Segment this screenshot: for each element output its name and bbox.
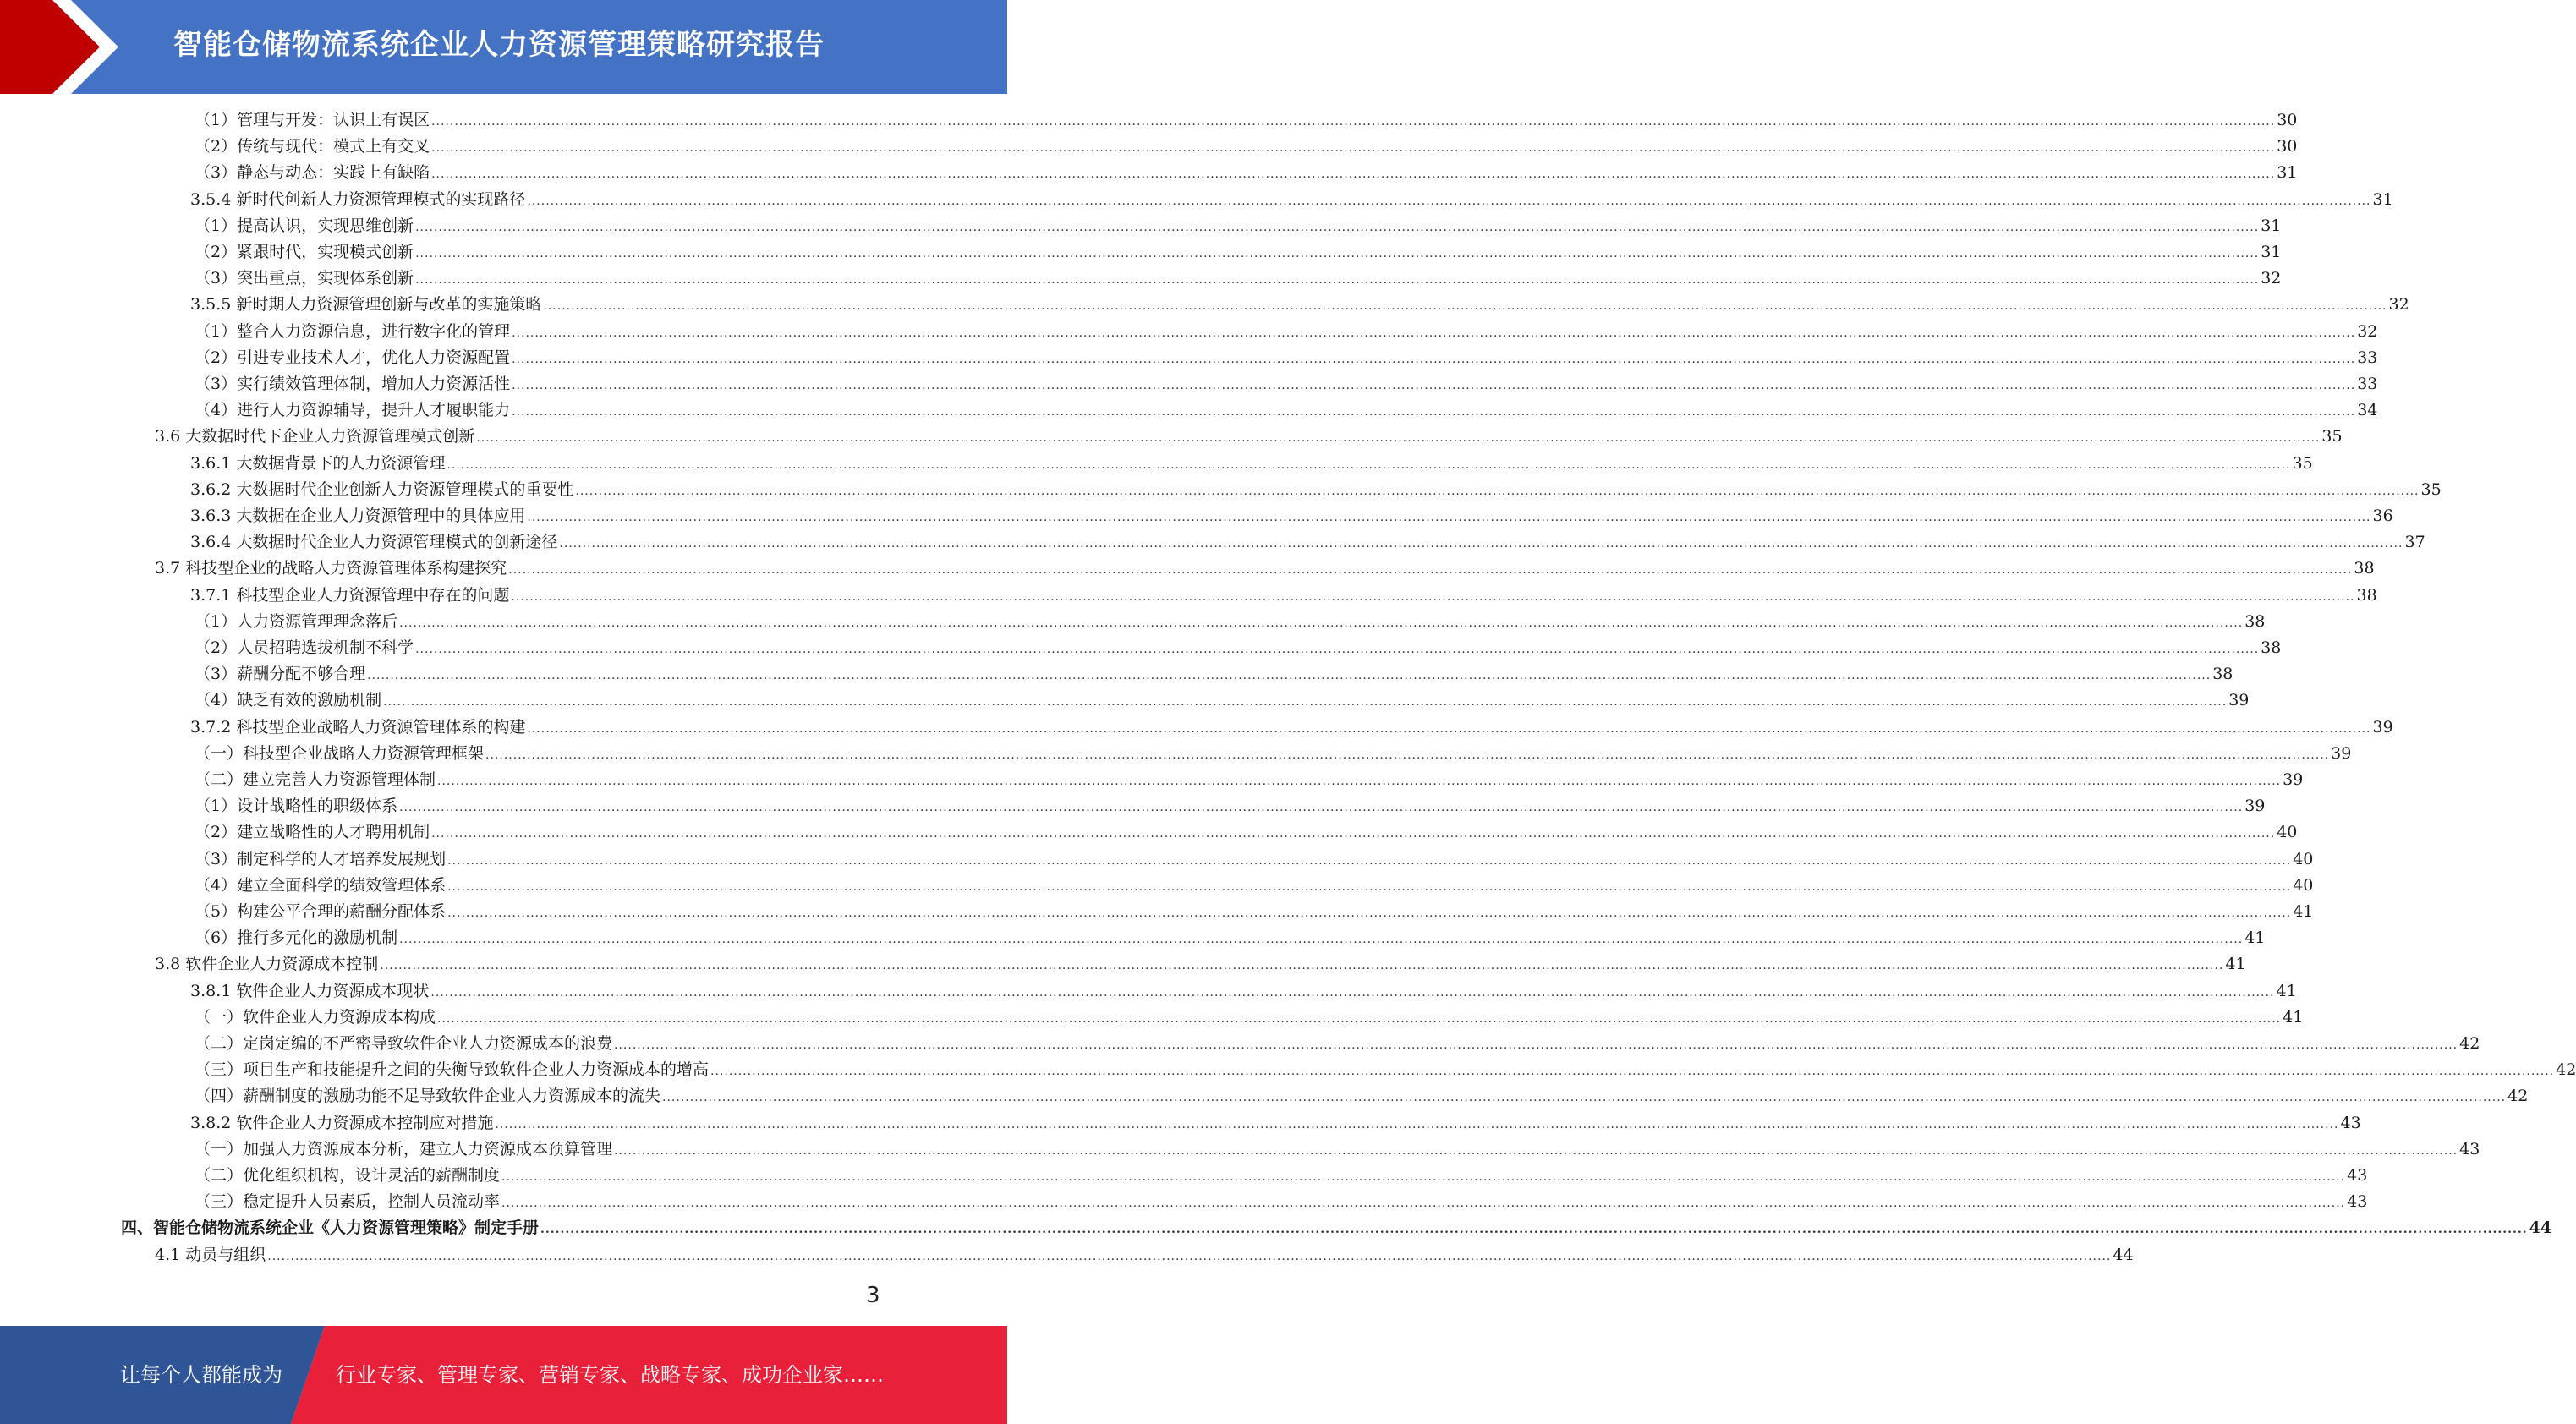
- toc-entry[interactable]: [195, 926, 2266, 950]
- toc-entry[interactable]: [190, 504, 2393, 528]
- toc-leader-dots: ................................................................................................................................................................................................................................................................................................................................................................................................................: [512, 352, 2356, 366]
- toc-entry-number: 3.6.4: [190, 533, 237, 552]
- toc-entry[interactable]: [195, 161, 2298, 184]
- toc-entry-page: 33: [2357, 348, 2378, 367]
- toc-entry-number: （4）: [195, 875, 238, 895]
- toc-entry[interactable]: [155, 1243, 2134, 1267]
- toc-entry-number: （2）: [195, 638, 238, 657]
- toc-entry-page: 42: [2507, 1087, 2529, 1106]
- toc-entry-title: 项目生产和技能提升之间的失衡导致软件企业人力资源成本的增高: [243, 1060, 710, 1080]
- toc-entry[interactable]: [195, 874, 2314, 897]
- toc-entry[interactable]: [195, 266, 2282, 290]
- toc-entry-page: 32: [2357, 321, 2378, 341]
- toc-entry-page: 35: [2420, 479, 2442, 499]
- toc-leader-dots: ................................................................................................................................................................................................................................................................................................................................................................................................................: [447, 853, 2292, 868]
- toc-entry-number: 3.8: [155, 955, 186, 974]
- toc-entry-page: 32: [2388, 295, 2409, 315]
- toc-entry-page: 38: [2261, 638, 2282, 657]
- toc-entry-title: 人员招聘选拔机制不科学: [237, 638, 414, 657]
- toc-entry[interactable]: [195, 662, 2233, 686]
- toc-entry-number: （3）: [195, 665, 238, 684]
- toc-entry[interactable]: [195, 1084, 2529, 1108]
- toc-entry-title: 科技型企业的战略人力资源管理体系构建探究: [185, 559, 507, 578]
- toc-leader-dots: ................................................................................................................................................................................................................................................................................................................................................................................................................: [431, 827, 2276, 841]
- toc-entry-title: 制定科学的人才培养发展规划: [237, 849, 447, 868]
- toc-entry-number: 3.6.2: [190, 479, 237, 499]
- toc-entry[interactable]: [195, 794, 2266, 818]
- toc-leader-dots: ................................................................................................................................................................................................................................................................................................................................................................................................................: [485, 748, 2330, 762]
- toc-leader-dots: ................................................................................................................................................................................................................................................................................................................................................................................................................: [447, 879, 2292, 894]
- toc-entry-title: 软件企业人力资源成本控制: [185, 955, 379, 974]
- toc-entry-title: 实行绩效管理体制，增加人力资源活性: [237, 375, 511, 393]
- toc-entry-page: 34: [2357, 401, 2378, 420]
- page-number: 3: [866, 1283, 880, 1308]
- toc-leader-dots: ................................................................................................................................................................................................................................................................................................................................................................................................................: [527, 511, 2371, 524]
- toc-entry-page: 41: [2293, 902, 2314, 921]
- toc-entry-page: 40: [2277, 823, 2298, 842]
- toc-leader-dots: ................................................................................................................................................................................................................................................................................................................................................................................................................: [527, 194, 2371, 208]
- document-title: 智能仓储物流系统企业人力资源管理策略研究报告: [173, 28, 825, 62]
- footer-slogan-left: 让每个人都能成为: [120, 1363, 282, 1387]
- toc-entry-page: 38: [2354, 559, 2375, 578]
- toc-entry-title: 新时代创新人力资源管理模式的实现路径: [236, 189, 526, 209]
- toc-entry[interactable]: [195, 1137, 2480, 1161]
- toc-leader-dots: ................................................................................................................................................................................................................................................................................................................................................................................................................: [527, 721, 2371, 736]
- toc-entry-title: 科技型企业战略人力资源管理框架: [243, 743, 485, 763]
- toc-entry-page: 41: [2283, 1007, 2304, 1027]
- toc-entry-title: 科技型企业战略人力资源管理体系的构建: [236, 717, 526, 737]
- toc-leader-dots: ................................................................................................................................................................................................................................................................................................................................................................................................................: [431, 167, 2276, 182]
- toc-entry-number: 3.6: [155, 427, 186, 446]
- toc-entry[interactable]: [195, 240, 2282, 264]
- toc-entry[interactable]: [195, 847, 2314, 871]
- toc-entry-page: 44: [2113, 1245, 2134, 1264]
- toc-entry-page: 39: [2331, 743, 2352, 763]
- toc-entry[interactable]: [195, 688, 2250, 712]
- toc-entry-page: 41: [2244, 928, 2266, 948]
- toc-leader-dots: ................................................................................................................................................................................................................................................................................................................................................................................................................: [662, 1091, 2507, 1105]
- toc-entry-page: 39: [2372, 717, 2393, 737]
- toc-entry-page: 38: [2212, 665, 2233, 684]
- toc-entry-number: （4）: [195, 401, 238, 420]
- toc-entry-title: 提高认识，实现思维创新: [237, 216, 414, 235]
- toc-leader-dots: ................................................................................................................................................................................................................................................................................................................................................................................................................: [430, 985, 2275, 1000]
- toc-leader-dots: ................................................................................................................................................................................................................................................................................................................................................................................................................: [267, 1249, 2112, 1263]
- toc-entry-number: 3.8.2: [190, 1113, 237, 1132]
- toc-leader-dots: ................................................................................................................................................................................................................................................................................................................................................................................................................: [501, 1197, 2346, 1211]
- toc-entry-title: 建立战略性的人才聘用机制: [237, 823, 430, 842]
- toc-leader-dots: ................................................................................................................................................................................................................................................................................................................................................................................................................: [476, 431, 2321, 446]
- toc-entry-title: 进行人力资源辅导，提升人才履职能力: [237, 401, 511, 420]
- toc-entry-title: 构建公平合理的薪酬分配体系: [237, 902, 447, 921]
- toc-entry[interactable]: [195, 134, 2298, 158]
- toc-leader-dots: ................................................................................................................................................................................................................................................................................................................................................................................................................: [614, 1038, 2458, 1052]
- toc-entry-page: 31: [2261, 216, 2282, 235]
- toc-entry-number: （2）: [195, 348, 238, 367]
- toc-entry-title: 人力资源管理理念落后: [237, 611, 398, 631]
- toc-entry[interactable]: [195, 346, 2378, 370]
- toc-entry-number: （一）: [195, 1007, 244, 1027]
- toc-leader-dots: ................................................................................................................................................................................................................................................................................................................................................................................................................: [710, 1065, 2555, 1079]
- toc-entry[interactable]: [155, 952, 2246, 976]
- toc-leader-dots: ................................................................................................................................................................................................................................................................................................................................................................................................................: [447, 906, 2292, 920]
- toc-leader-dots: ................................................................................................................................................................................................................................................................................................................................................................................................................: [415, 220, 2260, 234]
- toc-entry-number: （2）: [195, 137, 238, 156]
- toc-leader-dots: ................................................................................................................................................................................................................................................................................................................................................................................................................: [437, 775, 2282, 788]
- toc-leader-dots: ................................................................................................................................................................................................................................................................................................................................................................................................................: [575, 484, 2420, 498]
- toc-entry-title: 大数据时代企业人力资源管理模式的创新途径: [236, 533, 558, 552]
- toc-entry-number: （3）: [195, 269, 238, 288]
- toc-entry-number: （2）: [195, 823, 238, 842]
- toc-entry[interactable]: [195, 1190, 2368, 1213]
- toc-entry-number: （二）: [195, 1034, 244, 1053]
- toc-entry-title: 加强人力资源成本分析，建立人力资源成本预算管理: [243, 1139, 613, 1158]
- toc-entry[interactable]: [190, 452, 2313, 475]
- toc-entry-number: 四、: [121, 1219, 154, 1238]
- toc-entry[interactable]: [190, 715, 2393, 739]
- page-header: [0, 0, 1007, 94]
- toc-entry-page: 39: [2244, 797, 2266, 816]
- toc-entry-page: 44: [2529, 1219, 2552, 1238]
- toc-entry-page: 33: [2357, 375, 2378, 393]
- toc-leader-dots: ................................................................................................................................................................................................................................................................................................................................................................................................................: [511, 589, 2355, 604]
- toc-entry-page: 42: [2459, 1034, 2480, 1053]
- toc-entry-title: 传统与现代：模式上有交叉: [237, 137, 430, 156]
- toc-leader-dots: ................................................................................................................................................................................................................................................................................................................................................................................................................: [495, 1117, 2339, 1131]
- toc-entry-page: 30: [2277, 137, 2298, 156]
- toc-entry[interactable]: [155, 556, 2375, 580]
- header-chevron-icon: [0, 0, 127, 94]
- toc-leader-dots: ................................................................................................................................................................................................................................................................................................................................................................................................................: [415, 247, 2260, 260]
- toc-entry[interactable]: [190, 188, 2393, 211]
- toc-entry-title: 大数据时代下企业人力资源管理模式创新: [185, 427, 475, 446]
- toc-entry-title: 静态与动态：实践上有缺陷: [237, 163, 430, 183]
- toc-entry-title: 管理与开发：认识上有误区: [237, 111, 430, 129]
- toc-entry-number: （三）: [195, 1060, 244, 1080]
- toc-entry[interactable]: [190, 293, 2409, 316]
- toc-entry-number: （1）: [195, 321, 238, 341]
- page-footer: [0, 1326, 1007, 1424]
- toc-entry-page: 40: [2293, 875, 2314, 895]
- toc-entry[interactable]: [195, 820, 2298, 844]
- toc-entry-number: 3.6.1: [190, 453, 237, 473]
- toc-entry-number: （1）: [195, 111, 238, 129]
- toc-entry-title: 稳定提升人员素质，控制人员流动率: [243, 1192, 501, 1212]
- toc-entry-page: 31: [2372, 189, 2393, 209]
- toc-entry-number: （1）: [195, 611, 238, 631]
- toc-entry-number: （二）: [195, 770, 244, 789]
- toc-entry-title: 新时期人力资源管理创新与改革的实施策略: [236, 295, 542, 315]
- toc-leader-dots: ................................................................................................................................................................................................................................................................................................................................................................................................................: [501, 1170, 2346, 1184]
- toc-entry-page: 40: [2293, 849, 2314, 868]
- footer-slogan-right: 行业专家、管理专家、营销专家、战略专家、成功企业家……: [336, 1363, 884, 1387]
- toc-entry-title: 软件企业人力资源成本控制应对措施: [236, 1113, 494, 1132]
- toc-entry-number: （1）: [195, 216, 238, 235]
- toc-entry-title: 大数据在企业人力资源管理中的具体应用: [236, 507, 526, 525]
- toc-entry-title: 大数据背景下的人力资源管理: [236, 453, 446, 473]
- toc-entry-number: （6）: [195, 928, 238, 948]
- toc-leader-dots: ................................................................................................................................................................................................................................................................................................................................................................................................................: [399, 616, 2244, 630]
- toc-entry-page: 42: [2556, 1060, 2576, 1080]
- toc-leader-dots: ................................................................................................................................................................................................................................................................................................................................................................................................................: [399, 801, 2244, 815]
- toc-entry-number: 3.7.1: [190, 585, 237, 605]
- toc-entry-number: （三）: [195, 1192, 244, 1212]
- toc-entry-title: 整合人力资源信息，进行数字化的管理: [237, 321, 511, 341]
- toc-leader-dots: ................................................................................................................................................................................................................................................................................................................................................................................................................: [437, 1011, 2282, 1026]
- toc-leader-dots: ................................................................................................................................................................................................................................................................................................................................................................................................................: [447, 457, 2291, 472]
- toc-leader-dots: ................................................................................................................................................................................................................................................................................................................................................................................................................: [399, 933, 2244, 947]
- toc-entry-number: （一）: [195, 743, 244, 763]
- toc-entry-page: 39: [2228, 691, 2250, 710]
- toc-entry-page: 43: [2340, 1113, 2361, 1132]
- toc-entry-number: 4.1: [155, 1245, 186, 1264]
- toc-entry-title: 大数据时代企业创新人力资源管理模式的重要性: [236, 479, 574, 499]
- toc-entry[interactable]: [195, 1058, 2576, 1082]
- toc-entry[interactable]: [190, 530, 2425, 554]
- toc-leader-dots: ................................................................................................................................................................................................................................................................................................................................................................................................................: [559, 537, 2403, 551]
- toc-entry-page: 32: [2261, 269, 2282, 288]
- toc-entry-number: （4）: [195, 691, 238, 710]
- toc-entry-page: 31: [2277, 163, 2298, 183]
- toc-entry-page: 43: [2459, 1139, 2480, 1158]
- toc-leader-dots: ................................................................................................................................................................................................................................................................................................................................................................................................................: [415, 643, 2260, 656]
- toc-entry-page: 41: [2225, 955, 2246, 974]
- toc-entry-title: 智能仓储物流系统企业《人力资源管理策略》制定手册: [153, 1219, 540, 1238]
- toc-entry-number: 3.7: [155, 559, 186, 578]
- toc-entry-page: 37: [2404, 533, 2425, 552]
- toc-entry-title: 设计战略性的职级体系: [237, 797, 398, 816]
- toc-entry-title: 建立全面科学的绩效管理体系: [237, 875, 447, 895]
- toc-entry-title: 缺乏有效的激励机制: [237, 691, 382, 710]
- toc-entry[interactable]: [195, 108, 2298, 132]
- toc-entry-number: 3.5.5: [190, 295, 237, 315]
- toc-entry-page: 38: [2244, 611, 2266, 631]
- toc-entry-page: 31: [2261, 243, 2282, 261]
- toc-entry-page: 38: [2356, 585, 2377, 605]
- toc-entry[interactable]: [195, 636, 2282, 660]
- toc-leader-dots: ................................................................................................................................................................................................................................................................................................................................................................................................................: [540, 1223, 2528, 1237]
- toc-entry-page: 35: [2292, 453, 2313, 473]
- toc-entry-number: （一）: [195, 1139, 244, 1158]
- toc-entry-number: 3.5.4: [190, 189, 237, 209]
- toc-entry-title: 紧跟时代，实现模式创新: [237, 243, 414, 261]
- toc-leader-dots: ................................................................................................................................................................................................................................................................................................................................................................................................................: [512, 379, 2356, 392]
- toc-entry[interactable]: [195, 398, 2378, 422]
- toc-entry-page: 43: [2347, 1192, 2368, 1212]
- toc-entry-title: 优化组织机构，设计灵活的薪酬制度: [243, 1166, 501, 1185]
- toc-leader-dots: ................................................................................................................................................................................................................................................................................................................................................................................................................: [415, 273, 2260, 288]
- toc-leader-dots: ................................................................................................................................................................................................................................................................................................................................................................................................................: [380, 959, 2224, 973]
- toc-entry-number: （四）: [195, 1087, 244, 1106]
- toc-leader-dots: ................................................................................................................................................................................................................................................................................................................................................................................................................: [512, 326, 2356, 340]
- toc-entry[interactable]: [195, 372, 2378, 396]
- toc-entry-title: 引进专业技术人才，优化人力资源配置: [237, 348, 511, 367]
- toc-leader-dots: ................................................................................................................................................................................................................................................................................................................................................................................................................: [512, 405, 2356, 419]
- toc-leader-dots: ................................................................................................................................................................................................................................................................................................................................................................................................................: [383, 695, 2228, 709]
- toc-entry-number: （3）: [195, 375, 238, 393]
- toc-entry-title: 薪酬分配不够合理: [237, 665, 366, 684]
- toc-entry[interactable]: [195, 610, 2266, 633]
- toc-entry-number: 3.8.1: [190, 981, 237, 1000]
- toc-entry[interactable]: [190, 478, 2442, 501]
- toc-leader-dots: ................................................................................................................................................................................................................................................................................................................................................................................................................: [431, 141, 2276, 156]
- toc-entry-title: 建立完善人力资源管理体制: [243, 770, 436, 789]
- toc-entry-page: 30: [2277, 111, 2298, 129]
- toc-entry-page: 41: [2276, 981, 2297, 1000]
- toc-entry-number: （5）: [195, 902, 238, 921]
- toc-entry[interactable]: [195, 900, 2314, 923]
- toc-entry-title: 推行多元化的激励机制: [237, 928, 398, 948]
- toc-entry-number: （3）: [195, 849, 238, 868]
- toc-entry-page: 36: [2372, 507, 2393, 525]
- toc-entry-number: （二）: [195, 1166, 244, 1185]
- toc-entry[interactable]: [190, 583, 2377, 607]
- toc-entry-number: （3）: [195, 163, 238, 183]
- toc-entry[interactable]: [195, 742, 2352, 765]
- toc-entry-title: 定岗定编的不严密导致软件企业人力资源成本的浪费: [243, 1034, 613, 1053]
- toc-leader-dots: ................................................................................................................................................................................................................................................................................................................................................................................................................: [431, 115, 2276, 129]
- toc-entry-number: 3.6.3: [190, 507, 237, 525]
- toc-entry-page: 43: [2347, 1166, 2368, 1185]
- toc-entry[interactable]: [190, 979, 2297, 1003]
- toc-leader-dots: ................................................................................................................................................................................................................................................................................................................................................................................................................: [614, 1143, 2458, 1158]
- toc-leader-dots: ................................................................................................................................................................................................................................................................................................................................................................................................................: [543, 299, 2387, 314]
- toc-entry[interactable]: [195, 1005, 2304, 1029]
- toc-entry[interactable]: [195, 214, 2282, 238]
- toc-entry-number: （1）: [195, 797, 238, 816]
- toc-entry-title: 科技型企业人力资源管理中存在的问题: [236, 585, 510, 605]
- toc-entry[interactable]: [195, 1032, 2480, 1055]
- toc-entry[interactable]: [195, 768, 2304, 791]
- toc-entry-title: 动员与组织: [185, 1245, 266, 1264]
- toc-entry[interactable]: [155, 424, 2343, 448]
- toc-entry-number: （2）: [195, 243, 238, 261]
- toc-leader-dots: ................................................................................................................................................................................................................................................................................................................................................................................................................: [508, 563, 2353, 578]
- toc-entry-title: 突出重点，实现体系创新: [237, 269, 414, 288]
- toc-entry-number: 3.7.2: [190, 717, 237, 737]
- toc-entry[interactable]: [121, 1216, 2552, 1240]
- toc-entry-page: 39: [2283, 770, 2304, 789]
- toc-entry-page: 35: [2321, 427, 2343, 446]
- toc-entry[interactable]: [195, 1164, 2368, 1187]
- toc-entry-title: 软件企业人力资源成本现状: [236, 981, 430, 1000]
- toc-entry-title: 薪酬制度的激励功能不足导致软件企业人力资源成本的流失: [243, 1087, 661, 1106]
- toc-entry-title: 软件企业人力资源成本构成: [243, 1007, 436, 1027]
- toc-leader-dots: ................................................................................................................................................................................................................................................................................................................................................................................................................: [367, 669, 2212, 683]
- toc-entry[interactable]: [195, 320, 2378, 343]
- toc-entry[interactable]: [190, 1111, 2361, 1135]
